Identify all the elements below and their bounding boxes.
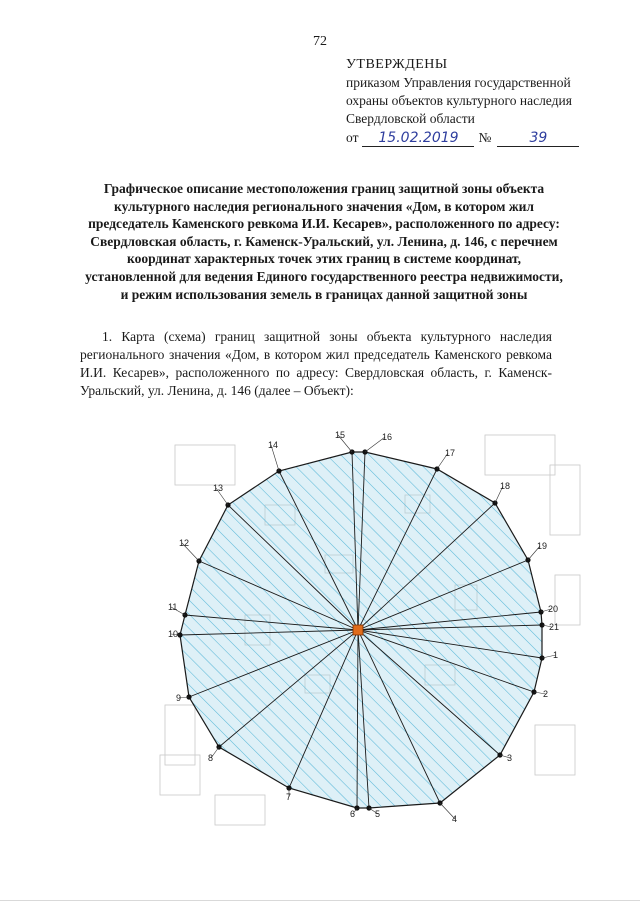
point-label-16: 16 — [382, 432, 393, 442]
point-label-6: 6 — [350, 809, 356, 819]
point-label-1: 1 — [553, 650, 559, 660]
point-label-2: 2 — [543, 689, 549, 699]
protection-zone-map — [155, 425, 585, 835]
point-label-19: 19 — [537, 541, 548, 551]
approval-heading: УТВЕРЖДЕНЫ — [346, 57, 448, 72]
point-label-5: 5 — [375, 809, 381, 819]
point-label-4: 4 — [452, 814, 458, 824]
point-label-9: 9 — [176, 693, 182, 703]
point-label-20: 20 — [548, 604, 559, 614]
approval-date-number-line — [346, 129, 636, 147]
point-label-8: 8 — [208, 753, 214, 763]
handwritten-date: 15.02.2019 — [362, 130, 474, 147]
point-label-10: 10 — [168, 629, 179, 639]
document-title: Графическое описание местоположения границ защитной зоны объекта культурного наследия регионального значения «Дом, в котором жил председатель Каменского ревкома И.И. Кесарев», расположенного по адресу: Свердловская область, г. Каменск-Уральский, ул. Ленина, д. 146, с перечнем координат характерных точек этих границ в системе координат, установленной для ведения Единого государственного реестра недвижимости, и режим использования земель в границах данной защитной зоны — [85, 181, 563, 302]
page-number: 72 — [313, 34, 327, 49]
bottom-divider — [0, 900, 640, 901]
map-intro-paragraph: 1. Карта (схема) границ защитной зоны объекта культурного наследия регионального значения «Дом, в котором жил председатель Каменского ревкома И.И. Кесарев», расположенного по адресу: Свердловская область, г. Каменск-Уральский, ул. Ленина, д. 146 (далее – Объект): — [80, 329, 552, 398]
point-label-14: 14 — [268, 440, 279, 450]
approval-line: Свердловской области — [346, 111, 475, 126]
point-label-15: 15 — [335, 430, 346, 440]
point-label-12: 12 — [179, 538, 190, 548]
handwritten-number: 39 — [497, 130, 579, 147]
point-label-3: 3 — [507, 753, 513, 763]
point-label-21: 21 — [549, 622, 560, 632]
approval-block — [346, 56, 636, 147]
approval-line: охраны объектов культурного наследия — [346, 93, 572, 108]
cultural-object-marker — [353, 625, 363, 635]
point-label-13: 13 — [213, 483, 224, 493]
point-label-18: 18 — [500, 481, 511, 491]
point-label-17: 17 — [445, 448, 456, 458]
point-label-11: 11 — [168, 602, 178, 612]
approval-line: приказом Управления государственной — [346, 75, 571, 90]
number-prefix: № — [478, 130, 492, 145]
date-prefix: от — [346, 130, 359, 145]
point-label-7: 7 — [286, 792, 292, 802]
